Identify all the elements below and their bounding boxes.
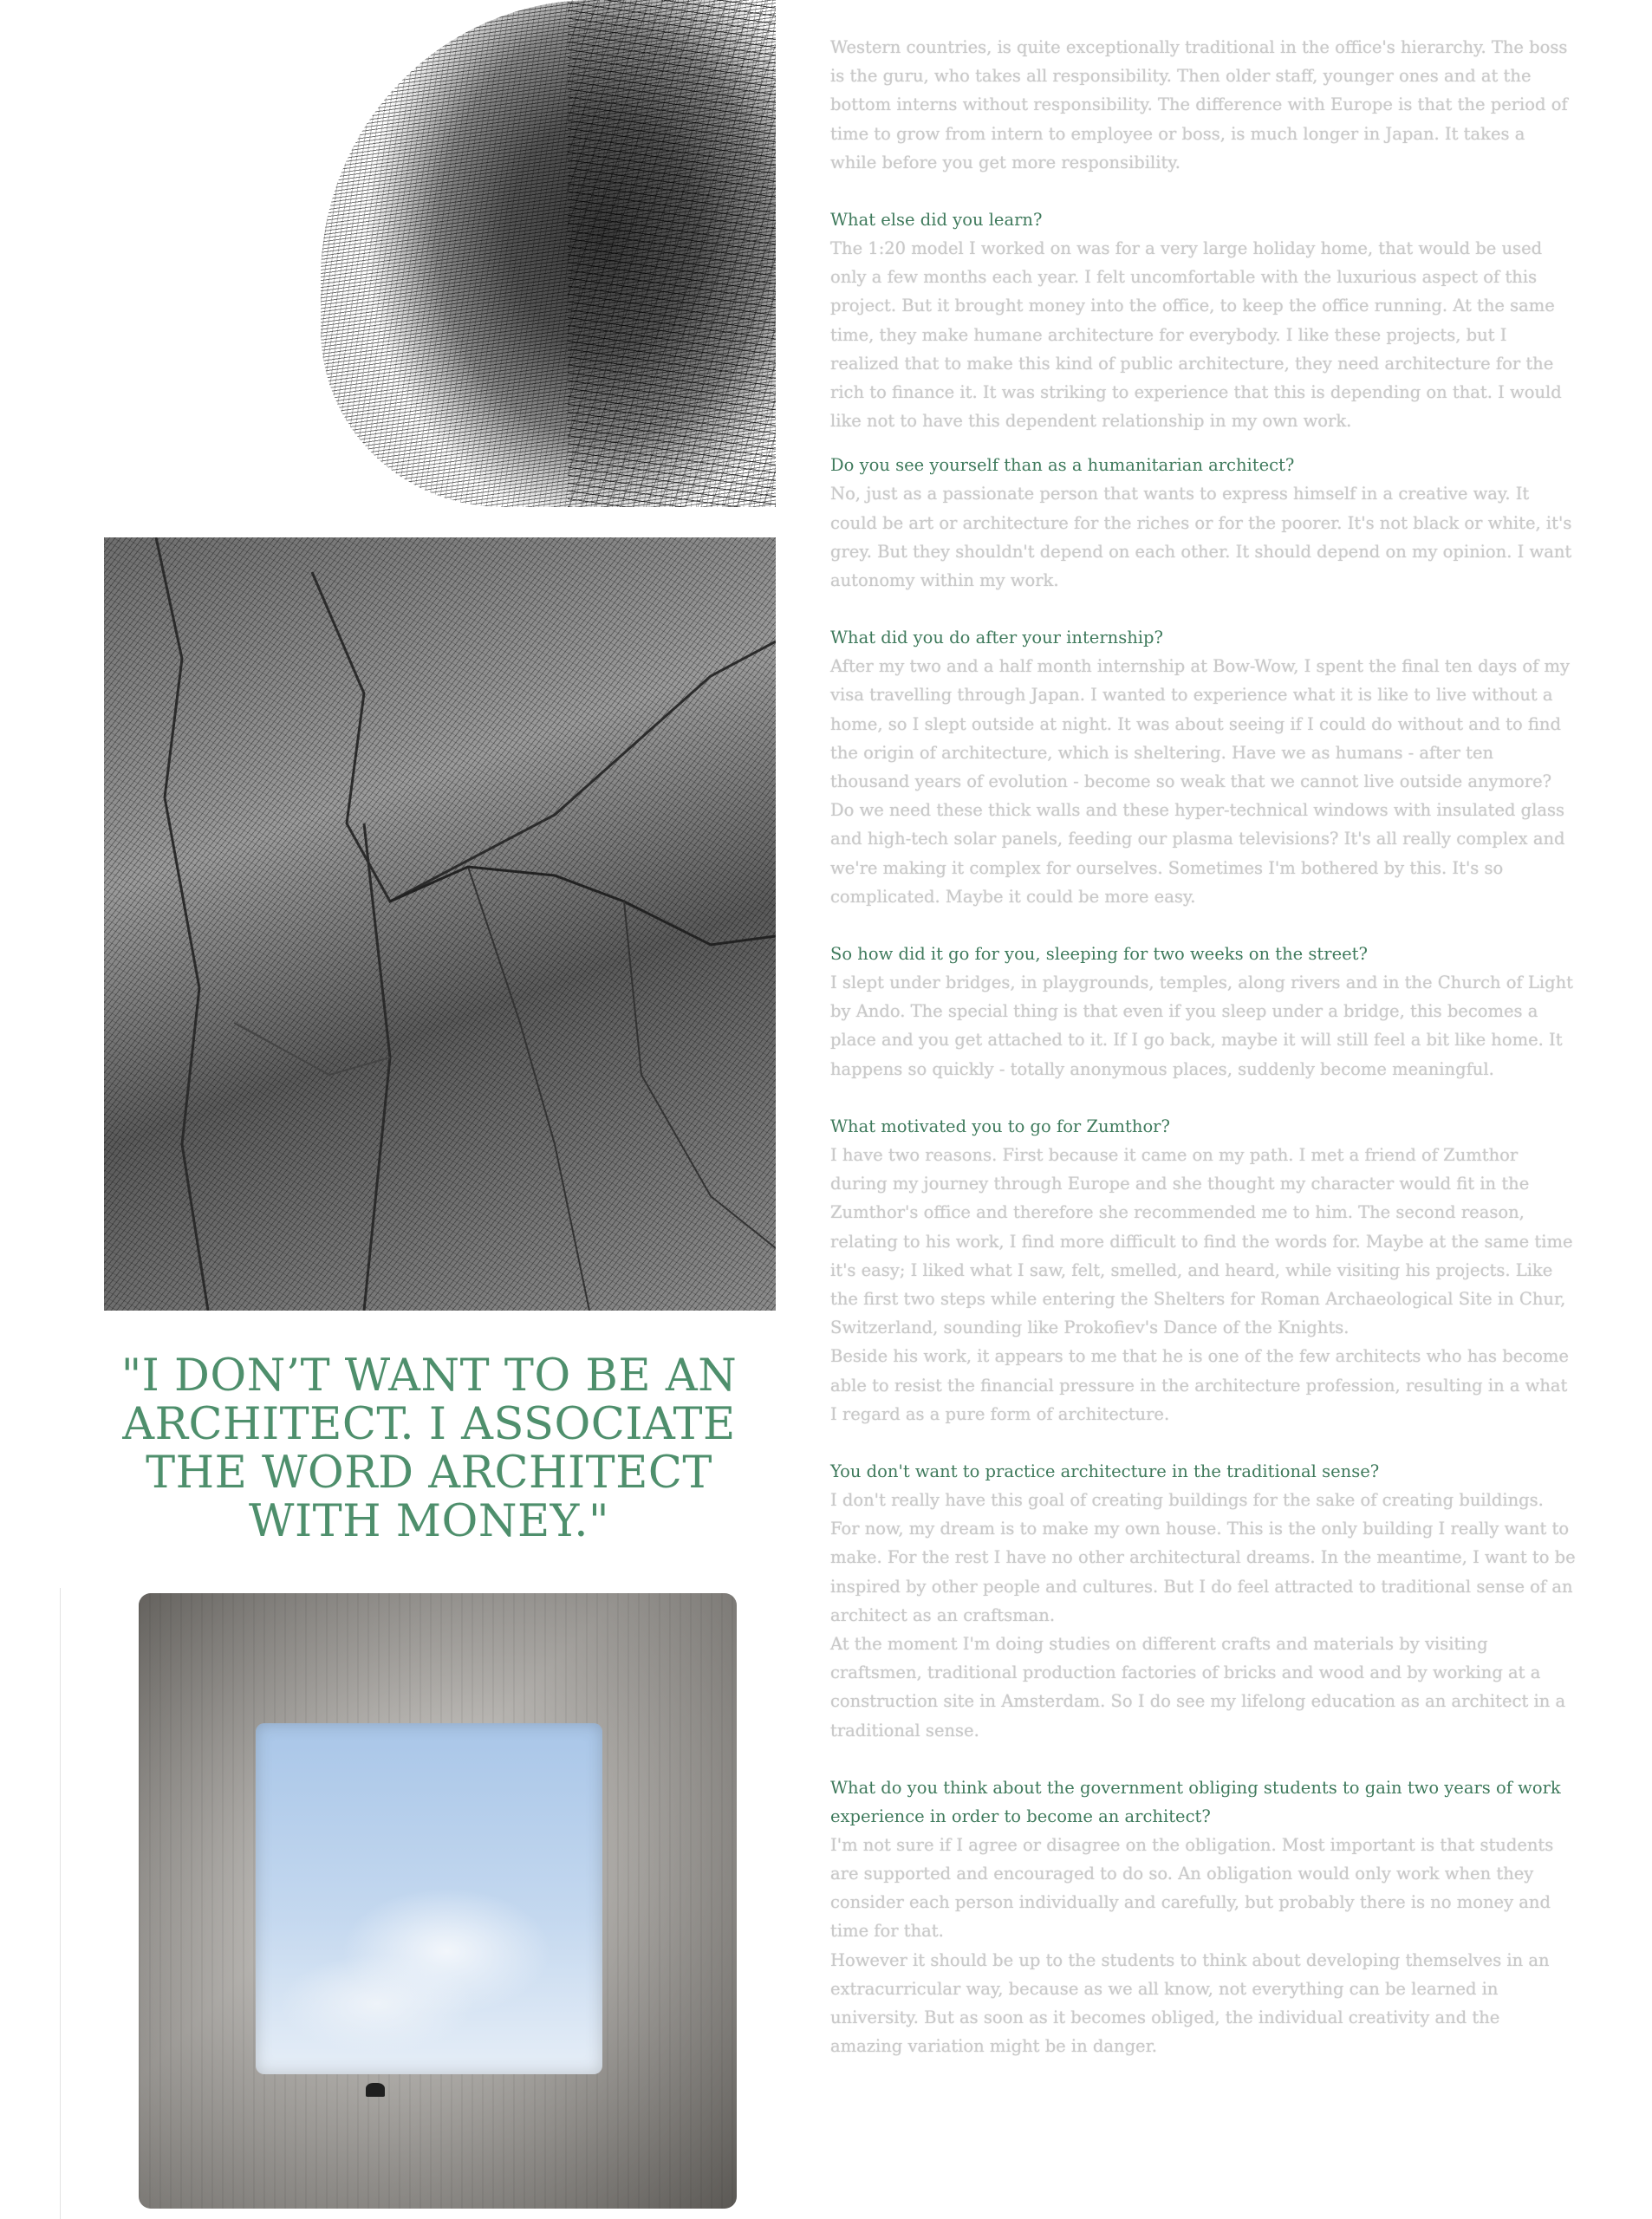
intro-paragraph: Western countries, is quite exceptionally traditional in the office's hierarchy. The boss is the guru, who takes all responsibility. Then older staff, younger ones and at the bottom interns without responsibility. The difference with Europe is that the period of time to grow from intern to employee or boss, is much longer in Japan. It takes a while before you get more responsibility. (830, 37, 1568, 172)
portrait-sketch (321, 0, 776, 507)
question: What else did you learn? (830, 210, 1043, 231)
qa-block (830, 1112, 1576, 1428)
stone-wall-drawing (104, 537, 776, 1311)
sky-opening (256, 1723, 602, 2074)
handwriting-texture (568, 0, 776, 507)
question: You don't want to practice architecture in the traditional sense? (830, 1461, 1380, 1481)
question: So how did it go for you, sleeping for two weeks on the street? (830, 944, 1368, 965)
stone-crack-lines (104, 537, 776, 1311)
concrete-window-photo (139, 1593, 737, 2209)
answer: The 1:20 model I worked on was for a very large holiday home, that would be used only a few months each year. I felt uncomfortable with the luxurious aspect of this project. But it brought money into the office, to keep the office running. At the same time, they make humane architecture for everybody. I like these projects, but I realized that to make this kind of public architecture, they need architecture for the rich to finance it. It was striking to experience that this is depending on that. I would like not to have this dependent relationship in my own work. (830, 238, 1562, 432)
answer: I'm not sure if I agree or disagree on the obligation. Most important is that students are supported and encouraged to do so. An obligation would only work when they consider each person individually and carefully, but probably there is no money and time for that. (830, 1834, 1554, 1942)
answer: At the moment I'm doing studies on different crafts and materials by visiting craftsmen, traditional production factories of bricks and wood and by working at a construction site in Amsterdam. So I do see my lifelong education as an architect in a traditional sense. (830, 1633, 1566, 1741)
pull-quote: "I DON’T WANT TO BE AN ARCHITECT. I ASSOCIATE THE WORD ARCHITECT WITH MONEY." (120, 1350, 738, 1547)
qa-block (830, 205, 1576, 435)
question: Do you see yourself than as a humanitarian architect? (830, 455, 1295, 476)
answer: I slept under bridges, in playgrounds, temples, along rivers and in the Church of Light by Ando. The special thing is that even if you sleep under a bridge, this becomes a place and you get attached to it. If I go back, maybe it will still feel a bit like home. It happens so quickly - totally anonymous places, suddenly become meaningful. (830, 973, 1573, 1079)
answer: After my two and a half month internship at Bow-Wow, I spent the final ten days of my visa travelling through Japan. I wanted to experience what it is like to live without a home, so I slept outside at night. It was about seeing if I could do without and to find the origin of architecture, which is sheltering. Have we as humans - after ten thousand years of evolution - become so weak that we cannot live outside anymore? Do we need these thick walls and these hyper-technical windows with insulated glass and high-tech solar panels, feeding our plasma televisions? It's all really complex and we're making it complex for ourselves. Sometimes I'm bothered by this. It's so complicated. Maybe it could be more easy. (830, 656, 1571, 907)
interview-article (830, 33, 1576, 2060)
answer: I don't really have this goal of creating buildings for the sake of creating buildings. For now, my dream is to make my own house. This is the only building I really want to make. For the rest I have no other architectural dreams. In the meantime, I want to be inspired by other people and cultures. But I do feel attracted to traditional sense of an architect as an craftsman. (830, 1489, 1576, 1625)
answer: I have two reasons. First because it came on my path. I met a friend of Zumthor during my journey through Europe and she thought my character would fit in the Zumthor's office and therefore she recommended me to him. The second reason, relating to his work, I find more difficult to find the words for. Maybe at the same time it's easy; I liked what I saw, felt, smelled, and heard, while visiting his projects. Like the first two steps while entering the Shelters for Roman Archaeological Site in Chur, Switzerland, sounding like Prokofiev's Dance of the Knights. (830, 1144, 1573, 1338)
person-silhouette (366, 2083, 385, 2097)
qa-block (830, 623, 1576, 911)
qa-block (830, 451, 1576, 595)
question: What do you think about the government obliging students to gain two years of work experience in order to become an architect? (830, 1777, 1561, 1826)
qa-block (830, 940, 1576, 1083)
divider-line (60, 1588, 61, 2219)
qa-block (830, 1773, 1576, 2061)
answer: Beside his work, it appears to me that he is one of the few architects who has become able to resist the financial pressure in the architecture profession, resulting in a what I regard as a pure form of architecture. (830, 1346, 1569, 1424)
answer: No, just as a passionate person that wants to express himself in a creative way. It could be art or architecture for the riches or for the poorer. It's not black or white, it's grey. But they shouldn't depend on each other. It should depend on my opinion. I want autonomy within my work. (830, 484, 1572, 591)
question: What motivated you to go for Zumthor? (830, 1116, 1170, 1136)
answer: However it should be up to the students to think about developing themselves in an extracurricular way, because as we all know, not everything can be learned in university. But as soon as it becomes obliged, the individual creativity and the amazing variation might be in danger. (830, 1949, 1550, 2057)
qa-block (830, 1457, 1576, 1745)
question: What did you do after your internship? (830, 628, 1163, 648)
